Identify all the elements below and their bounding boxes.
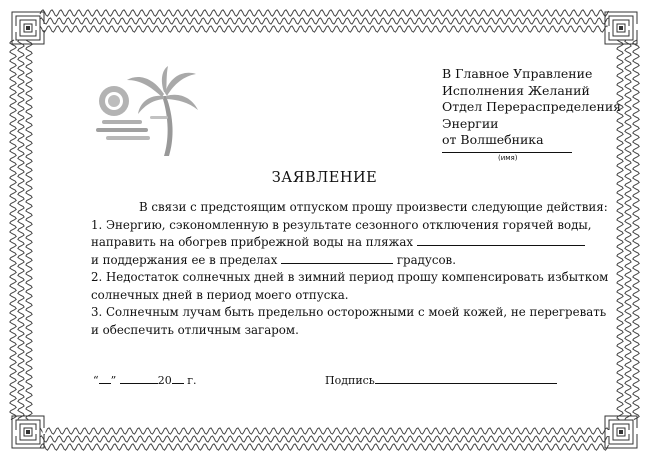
border-wave-right bbox=[625, 40, 631, 420]
quote-open: “ bbox=[93, 374, 99, 387]
corner-spiral-center bbox=[620, 27, 623, 30]
item-2-line-2: солнечных дней в период моего отпуска. bbox=[91, 287, 349, 302]
corner-spiral bbox=[12, 12, 44, 44]
addressee-line: Исполнения Желаний bbox=[442, 82, 590, 98]
addressee-line: Энергии bbox=[442, 115, 499, 131]
corner-spiral-center bbox=[27, 431, 30, 434]
item-1-text-3: и поддержания ее в пределах bbox=[91, 252, 278, 267]
item-1-line-2 bbox=[91, 234, 561, 252]
corner-spiral bbox=[12, 416, 44, 448]
border-wave-top bbox=[40, 26, 609, 32]
border-wave-top bbox=[40, 18, 609, 24]
border-wave-top bbox=[40, 10, 609, 16]
border-wave-bottom bbox=[40, 436, 609, 442]
item-3-line-2: и обеспечить отличным загаром. bbox=[91, 322, 299, 337]
corner-spiral bbox=[605, 416, 637, 448]
request-body bbox=[91, 199, 609, 339]
day-field[interactable] bbox=[99, 372, 111, 384]
signature-field[interactable] bbox=[375, 372, 557, 384]
addressee-line: В Главное Управление bbox=[442, 66, 593, 81]
document-title: ЗАЯВЛЕНИЕ bbox=[271, 170, 378, 186]
border-wave-right bbox=[633, 40, 639, 420]
temperature-field[interactable] bbox=[281, 252, 393, 264]
item-1-text-4: градусов. bbox=[396, 252, 456, 267]
addressee-block bbox=[442, 66, 621, 149]
addressee-line: Отдел Перераспределения bbox=[442, 99, 622, 114]
border-wave-bottom bbox=[40, 444, 609, 450]
item-1-line-3 bbox=[91, 252, 561, 270]
item-1-line-1: 1. Энергию, сэкономленную в результате сезонного отключения горячей воды, bbox=[91, 217, 592, 232]
item-2-line-1: 2. Недостаток солнечных дней в зимний период прошу компенсировать избытком bbox=[91, 270, 609, 284]
signature-label: Подпись bbox=[325, 374, 375, 387]
sun-and-palm-icon bbox=[92, 66, 202, 161]
year-prefix: 20 bbox=[157, 374, 172, 387]
signature-line bbox=[325, 372, 557, 387]
addressee-line: от Волшебника bbox=[442, 132, 544, 147]
corner-spiral-center bbox=[27, 27, 30, 30]
corner-spiral bbox=[605, 12, 637, 44]
name-caption: (имя) bbox=[498, 154, 518, 162]
date-line bbox=[93, 372, 197, 387]
item-3-line-1: 3. Солнечным лучам быть предельно осторожными с моей кожей, не перегревать bbox=[91, 305, 607, 319]
item-1-text-2: направить на обогрев прибрежной воды на пляжах bbox=[91, 235, 414, 249]
border-wave-left bbox=[18, 40, 24, 420]
border-wave-left bbox=[10, 40, 16, 420]
corner-spiral-center bbox=[620, 431, 623, 434]
beaches-field[interactable] bbox=[417, 234, 585, 246]
border-wave-bottom bbox=[40, 428, 609, 434]
month-field[interactable] bbox=[120, 372, 158, 384]
year-field[interactable] bbox=[172, 372, 184, 384]
quote-close: ” bbox=[110, 374, 117, 387]
intro-paragraph: В связи с предстоящим отпуском прошу произвести следующие действия: bbox=[139, 200, 608, 214]
year-suffix: г. bbox=[187, 374, 197, 387]
border-wave-left bbox=[26, 40, 32, 420]
name-field[interactable] bbox=[442, 152, 572, 153]
